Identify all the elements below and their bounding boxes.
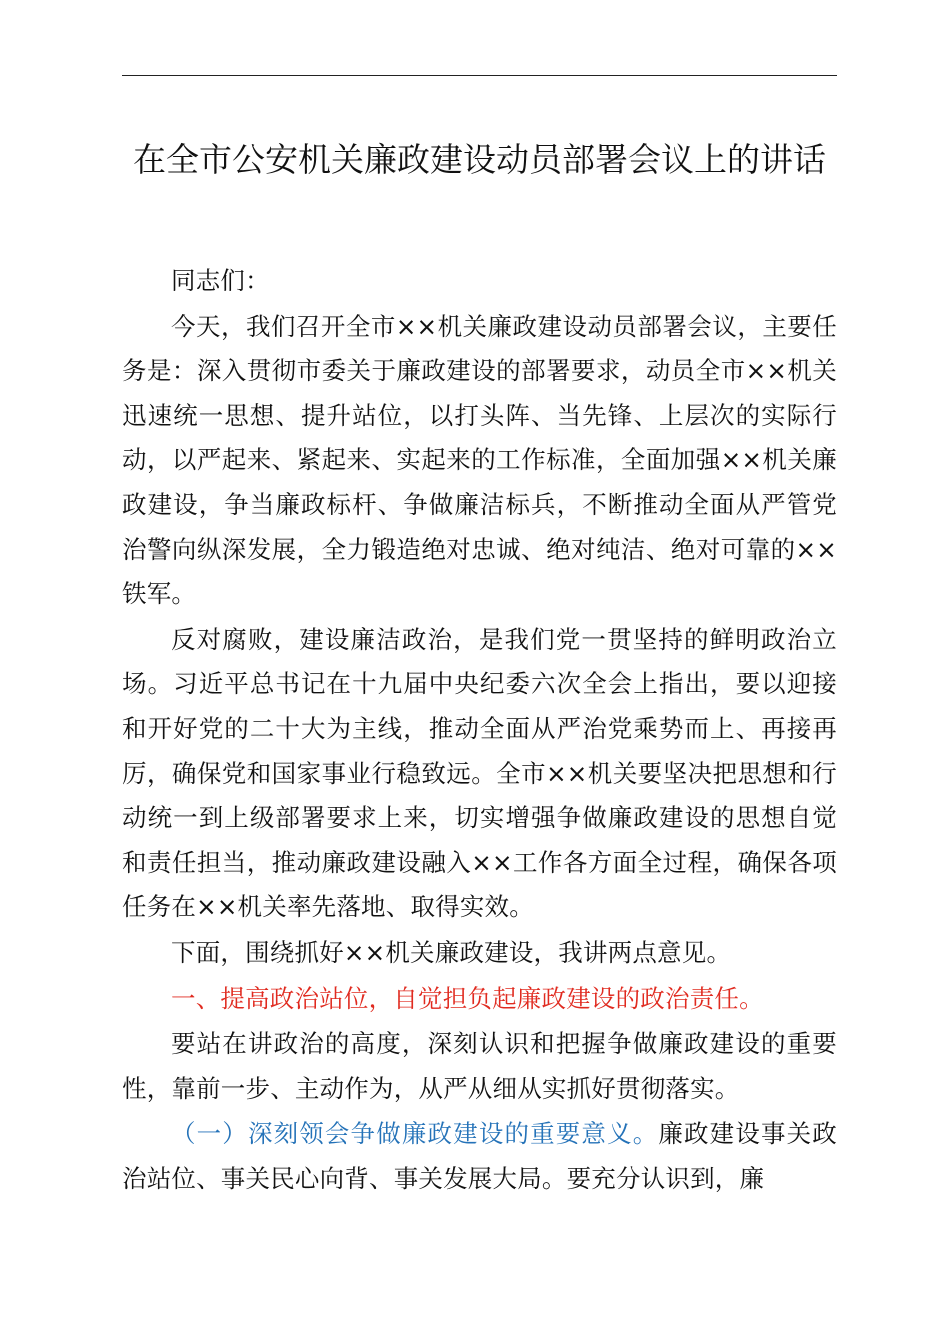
section-1-intro: 要站在讲政治的高度，深刻认识和把握争做廉政建设的重要性，靠前一步、主动作为，从严从细从实抓好贯彻落实。 [122, 1029, 837, 1103]
header-rule [122, 75, 837, 76]
salutation: 同志们： [171, 266, 270, 295]
subsection-1-text: 廉政建设事关政治站位、事关民心向背、事关发展大局。要充分认识到，廉 [122, 1119, 837, 1193]
paragraph-anticorruption: 反对腐败，建设廉洁政治，是我们党一贯坚持的鲜明政治立场。习近平总书记在十九届中央纪委六次全会上指出，要以迎接和开好党的二十大为主线，推动全面从严治党乘势而上、再接再厉，确保党和国家事业行稳致远。全市××机关要坚决把思想和行动统一到上级部署要求上来，切实增强争做廉政建设的思想自觉和责任担当，推动廉政建设融入××工作各方面全过程，确保各项任务在××机关率先落地、取得实效。 [122, 624, 837, 922]
section-heading-1: 一、提高政治站位，自觉担负起廉政建设的政治责任。 [171, 983, 764, 1013]
document-title: 在全市公安机关廉政建设动员部署会议上的讲话 [133, 140, 826, 179]
subsection-1-paragraph [122, 1112, 837, 1201]
subsection-heading-1: （一）深刻领会争做廉政建设的重要意义。 [171, 1119, 659, 1149]
paragraph-intro: 今天，我们召开全市××机关廉政建设动员部署会议，主要任务是：深入贯彻市委关于廉政建设的部署要求，动员全市××机关迅速统一思想、提升站位，以打头阵、当先锋、上层次的实际行动，以严起来、紧起来、实起来的工作标准，全面加强××机关廉政建设，争当廉政标杆、争做廉洁标兵，不断推动全面从严管党治警向纵深发展，全力锻造绝对忠诚、绝对纯洁、绝对可靠的××铁军。 [122, 311, 837, 609]
document-body [122, 259, 837, 1202]
paragraph-transition: 下面，围绕抓好××机关廉政建设，我讲两点意见。 [171, 937, 732, 967]
